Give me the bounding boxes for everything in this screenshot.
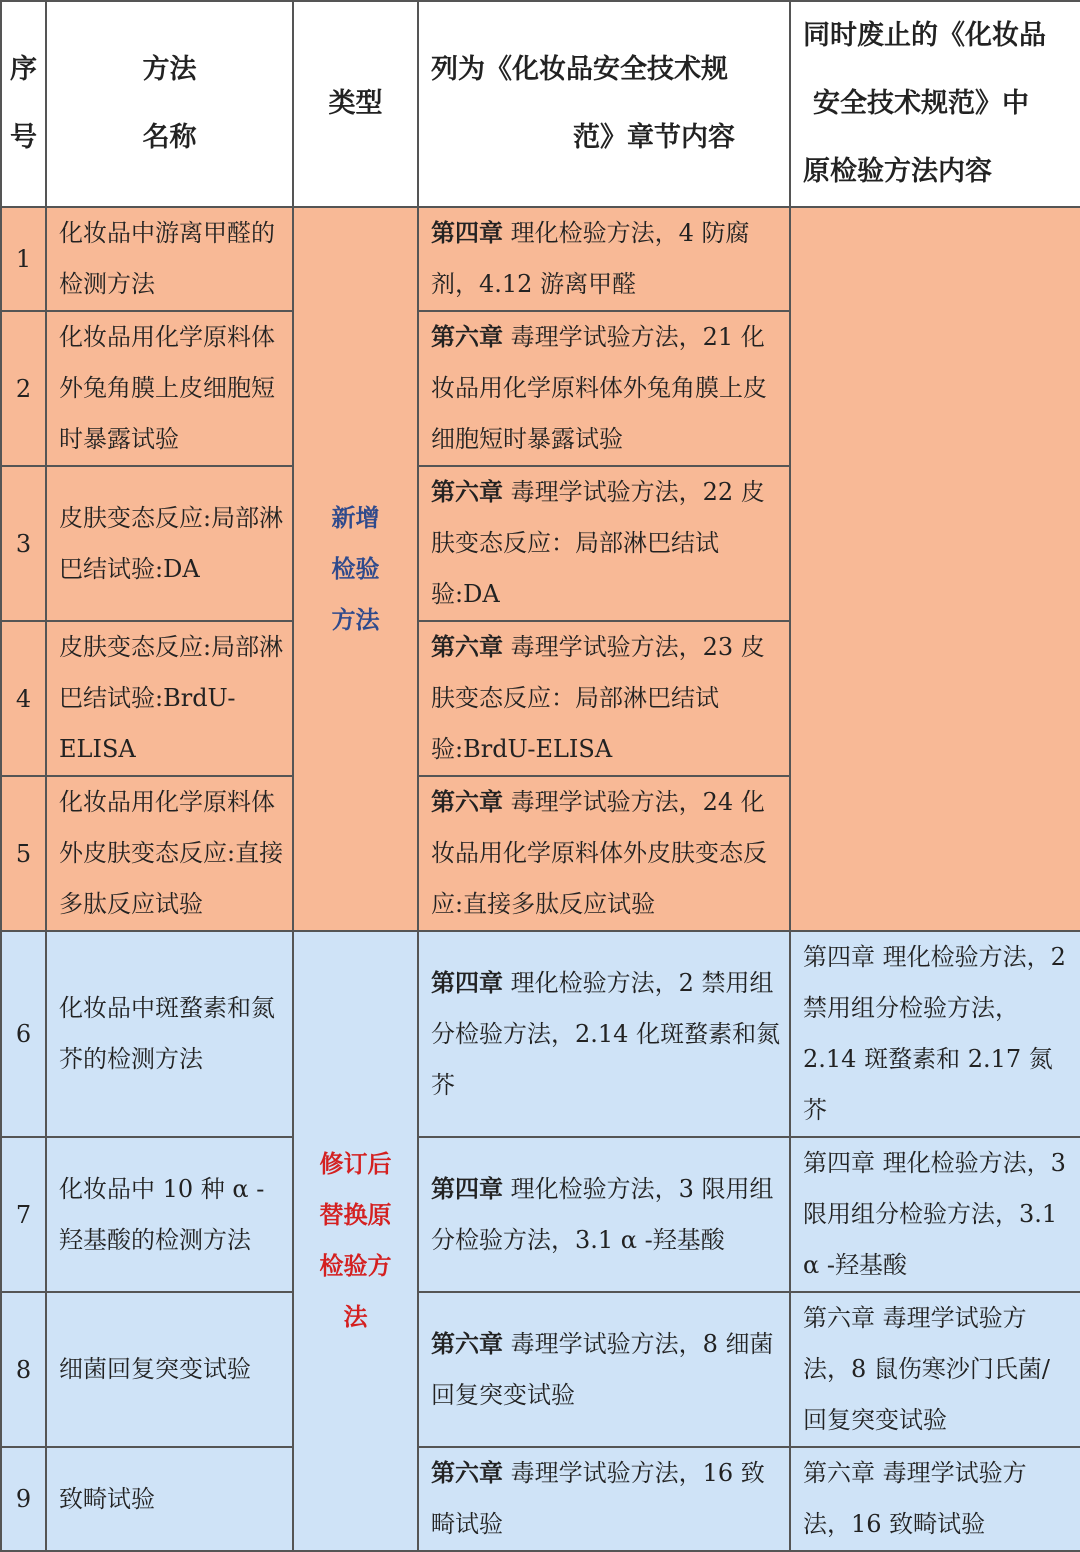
row-number: 9: [1, 1447, 46, 1551]
chapter-content: [418, 621, 790, 776]
header-type: 类型: [293, 1, 418, 207]
header-number-line-1: 序: [10, 54, 37, 85]
method-name: 细菌回复突变试验: [46, 1292, 293, 1447]
chapter-text: 毒理学试验方法，8 细菌回复突变试验: [431, 1329, 774, 1409]
chapter-text: 理化检验方法，2 禁用组分检验方法，2.14 化斑蝥素和氮芥: [431, 968, 781, 1099]
chapter-label: 第四章: [431, 968, 503, 997]
table-row: [1, 1137, 1080, 1292]
chapter-label: 第四章: [431, 219, 503, 247]
header-old-line-1: 同时废止的《化妆品: [803, 20, 1046, 51]
chapter-content: [418, 1292, 790, 1447]
type-label-new: [293, 207, 418, 931]
row-number: 3: [1, 466, 46, 621]
type-new-line-3: 方法: [331, 605, 380, 634]
type-rev-line-2: 替换原: [319, 1201, 392, 1229]
method-name: 皮肤变态反应:局部淋巴结试验:BrdU-ELISA: [46, 621, 293, 776]
chapter-content: [418, 1137, 790, 1292]
chapter-text: 毒理学试验方法，24 化妆品用化学原料体外皮肤变态反应:直接多肽反应试验: [431, 788, 767, 918]
chapter-content: [418, 466, 790, 621]
method-name: 化妆品中斑蝥素和氮芥的检测方法: [46, 931, 293, 1137]
method-name: 化妆品用化学原料体外皮肤变态反应:直接多肽反应试验: [46, 776, 293, 931]
type-new-line-2: 检验: [331, 554, 380, 583]
method-name: 致畸试验: [46, 1447, 293, 1551]
chapter-label: 第六章: [431, 633, 503, 661]
type-new-line-1: 新增: [331, 503, 380, 532]
table-row: [1, 1447, 1080, 1551]
header-row: [1, 1, 1080, 207]
chapter-text: 理化检验方法，4 防腐剂，4.12 游离甲醛: [431, 219, 750, 298]
header-name-line-2: 名称: [142, 122, 197, 153]
chapter-label: 第六章: [431, 1459, 503, 1487]
header-chapter: [418, 1, 790, 207]
chapter-content: [418, 931, 790, 1137]
chapter-label: 第六章: [431, 478, 503, 506]
header-old-line-3: 原检验方法内容: [803, 156, 992, 187]
old-content: 第六章 毒理学试验方法，8 鼠伤寒沙门氏菌/回复突变试验: [790, 1292, 1080, 1447]
chapter-text: 毒理学试验方法，21 化妆品用化学原料体外兔角膜上皮细胞短时暴露试验: [431, 323, 767, 453]
chapter-label: 第六章: [431, 788, 503, 816]
row-number: 8: [1, 1292, 46, 1447]
type-rev-line-4: 法: [343, 1303, 368, 1331]
header-number-line-2: 号: [10, 122, 37, 153]
row-number: 1: [1, 207, 46, 311]
header-old-line-2: 安全技术规范》中: [813, 88, 1029, 119]
old-content: 第四章 理化检验方法，3 限用组分检验方法，3.1 α -羟基酸: [790, 1137, 1080, 1292]
header-method-name: [46, 1, 293, 207]
chapter-content: [418, 207, 790, 311]
row-number: 6: [1, 931, 46, 1137]
table-row: [1, 931, 1080, 1137]
row-number: 4: [1, 621, 46, 776]
type-rev-line-1: 修订后: [319, 1150, 392, 1178]
chapter-text: 毒理学试验方法，23 皮肤变态反应：局部淋巴结试验:BrdU-ELISA: [431, 633, 765, 763]
chapter-text: 毒理学试验方法，22 皮肤变态反应：局部淋巴结试验:DA: [431, 478, 765, 608]
header-name-line-1: 方法: [142, 54, 197, 85]
table-row: [1, 207, 1080, 311]
method-name: 化妆品中游离甲醛的检测方法: [46, 207, 293, 311]
chapter-content: [418, 311, 790, 466]
header-old: [790, 1, 1080, 207]
chapter-text: 理化检验方法，3 限用组分检验方法，3.1 α -羟基酸: [431, 1174, 774, 1254]
method-name: 化妆品中 10 种 α -羟基酸的检测方法: [46, 1137, 293, 1292]
method-name: 皮肤变态反应:局部淋巴结试验:DA: [46, 466, 293, 621]
table-row: [1, 1292, 1080, 1447]
type-label-revised: [293, 931, 418, 1551]
header-number: [1, 1, 46, 207]
old-content-empty: [790, 207, 1080, 931]
chapter-label: 第六章: [431, 1329, 503, 1358]
row-number: 5: [1, 776, 46, 931]
chapter-content: [418, 776, 790, 931]
header-chapter-line-1: 列为《化妆品安全技术规: [431, 54, 728, 85]
row-number: 2: [1, 311, 46, 466]
old-content: 第四章 理化检验方法，2 禁用组分检验方法，2.14 斑蝥素和 2.17 氮芥: [790, 931, 1080, 1137]
chapter-label: 第四章: [431, 1174, 503, 1203]
type-rev-line-3: 检验方: [319, 1252, 392, 1280]
old-content: 第六章 毒理学试验方法，16 致畸试验: [790, 1447, 1080, 1551]
chapter-label: 第六章: [431, 323, 503, 351]
header-chapter-line-2: 范》章节内容: [573, 122, 735, 153]
method-name: 化妆品用化学原料体外兔角膜上皮细胞短时暴露试验: [46, 311, 293, 466]
row-number: 7: [1, 1137, 46, 1292]
chapter-text: 毒理学试验方法，16 致畸试验: [431, 1459, 765, 1538]
chapter-content: [418, 1447, 790, 1551]
